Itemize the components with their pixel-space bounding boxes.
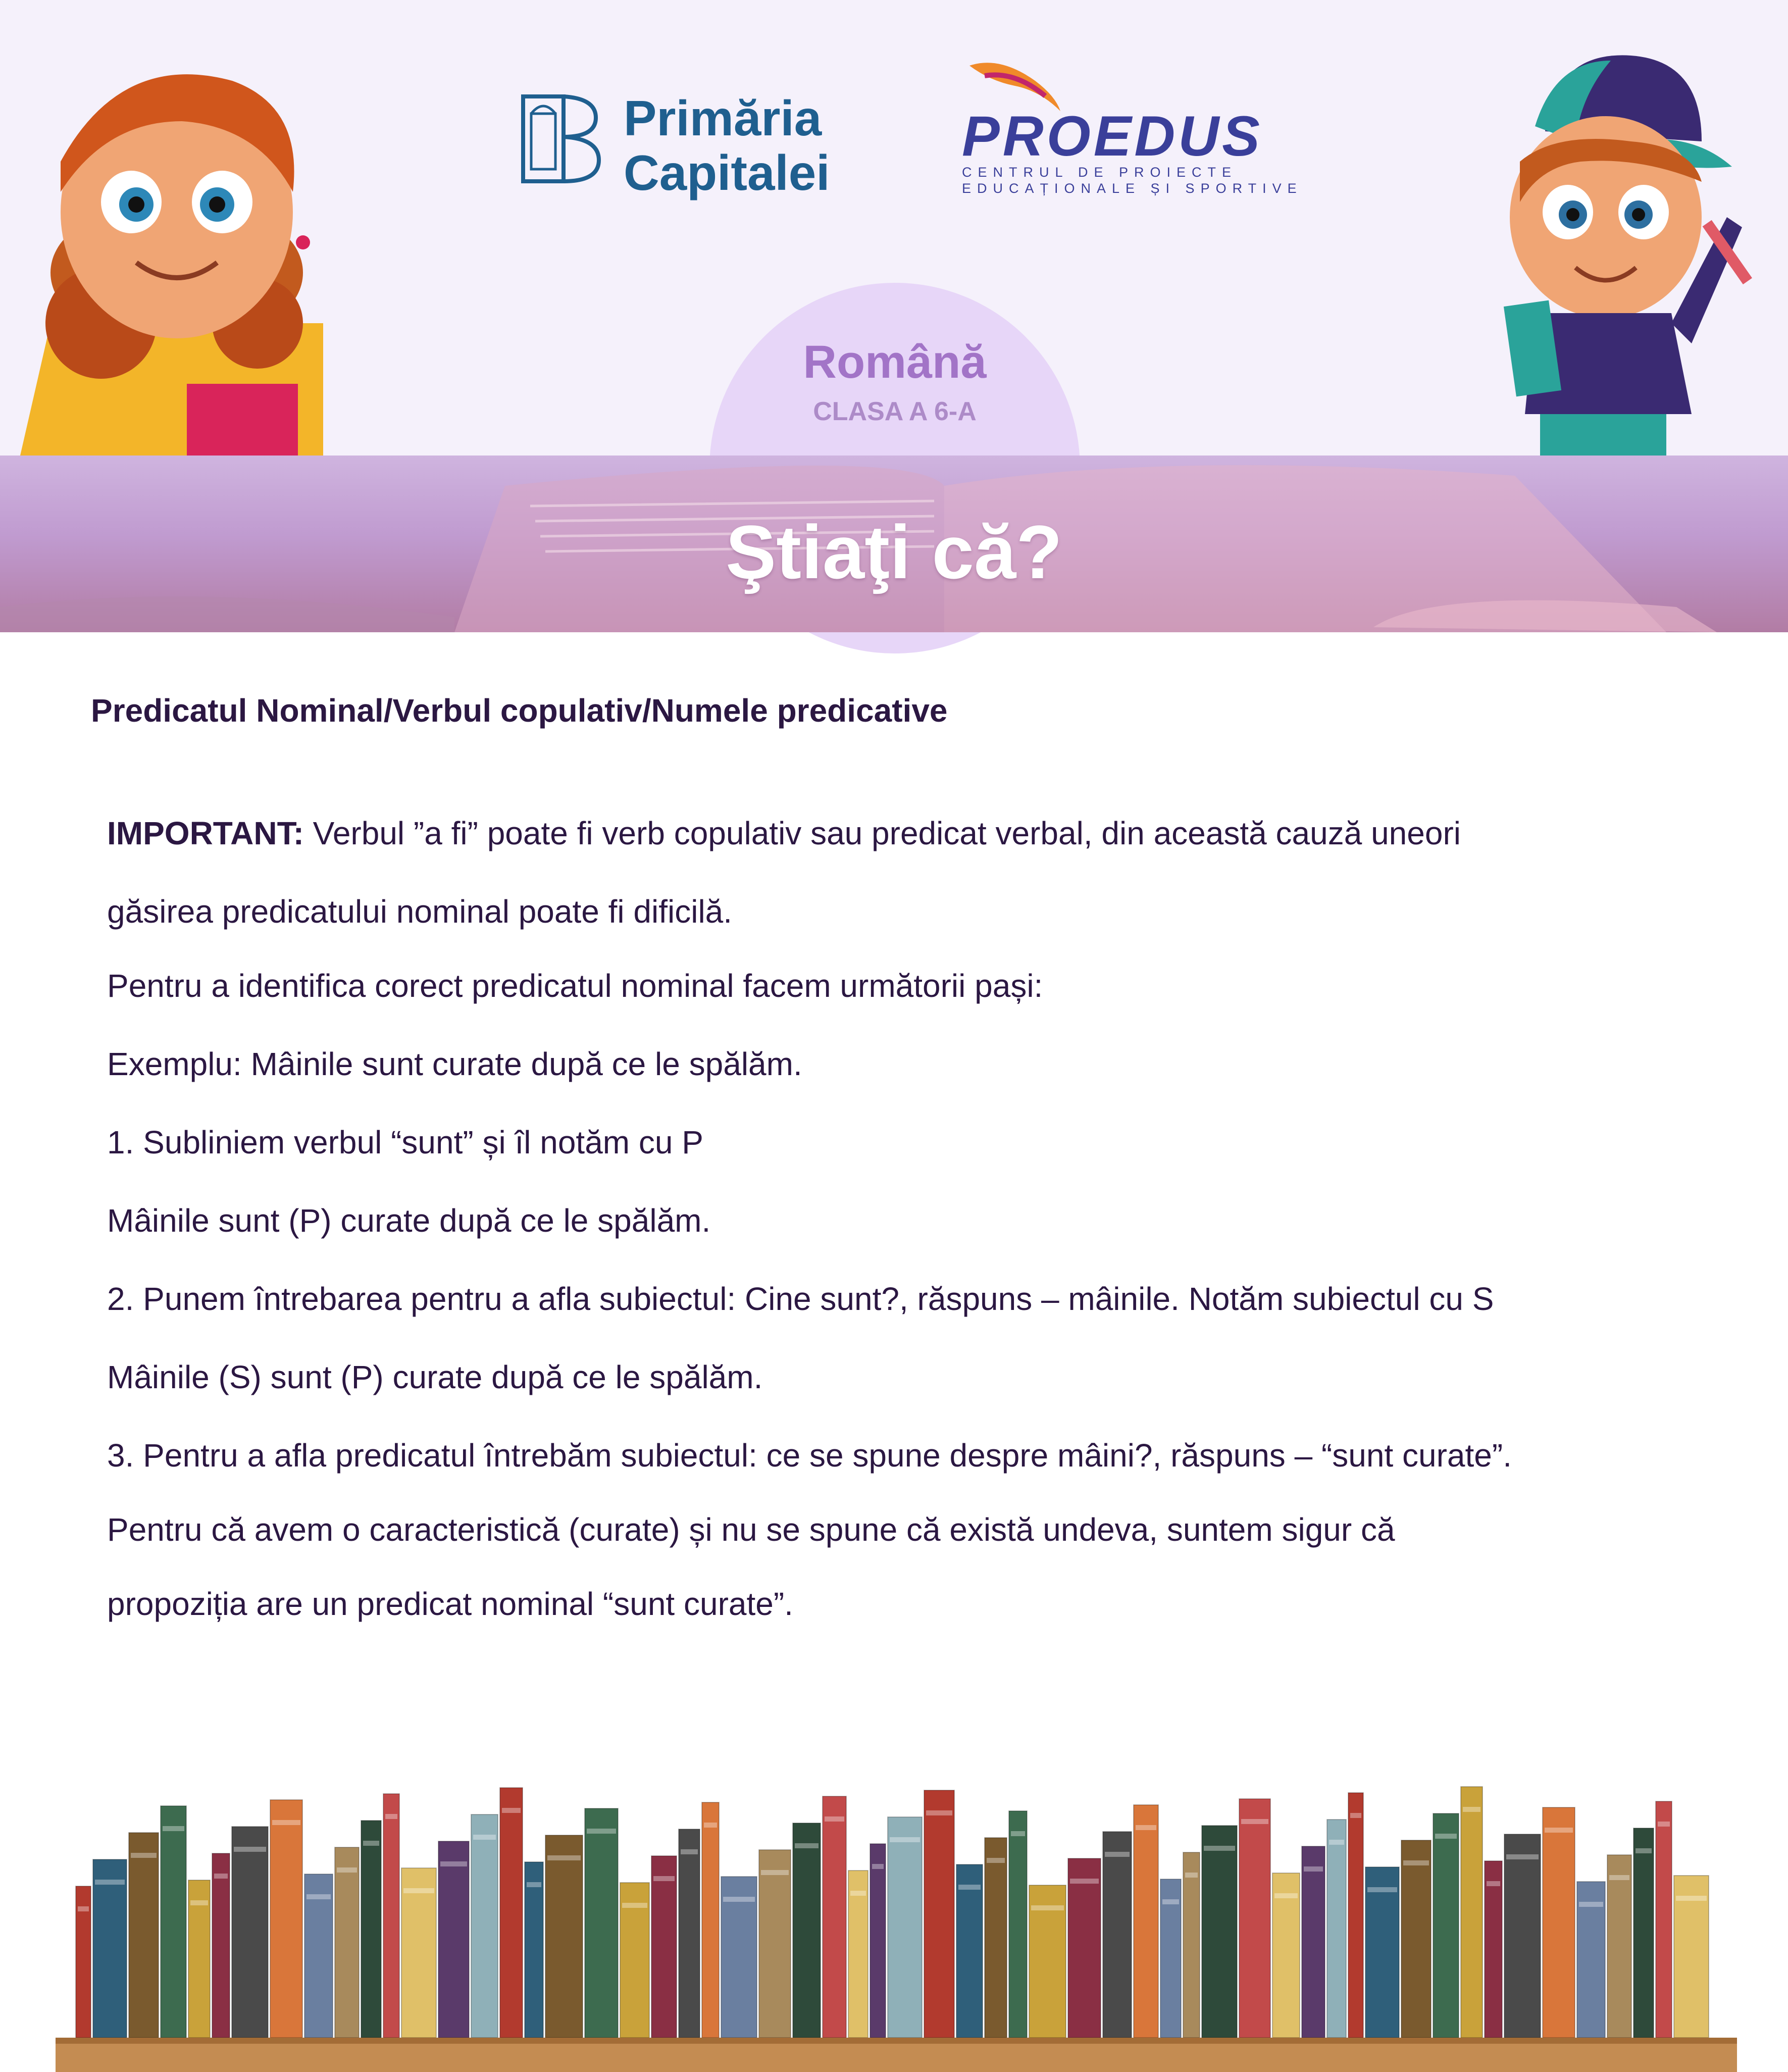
bookshelf-icon — [0, 1757, 1788, 2072]
book-spine-band — [131, 1853, 157, 1858]
book-spine — [1401, 1840, 1431, 2038]
book-spine-band — [337, 1867, 357, 1873]
book-spine — [545, 1835, 583, 2038]
book-spine — [500, 1788, 523, 2038]
book-spine-band — [403, 1888, 434, 1893]
subject-title: Română — [803, 336, 987, 388]
book-spine — [1461, 1787, 1483, 2038]
book-spine — [1302, 1846, 1325, 2038]
book-spine-band — [527, 1882, 541, 1887]
book-spine-band — [1070, 1879, 1099, 1884]
primaria-capitalei-logo-icon — [520, 93, 601, 184]
page-header — [0, 0, 1788, 456]
book-spine — [679, 1829, 700, 2038]
text-line-1 — [107, 804, 1698, 882]
book-spine — [1068, 1858, 1101, 2038]
book-spine — [823, 1796, 846, 2038]
book-spine-band — [587, 1829, 616, 1834]
title-banner — [0, 456, 1788, 632]
book-spine-band — [1676, 1896, 1707, 1901]
book-spine — [651, 1856, 677, 2038]
book-spine — [361, 1821, 381, 2038]
book-spine-band — [1658, 1822, 1670, 1827]
proedus-subtitle-line-1: CENTRUL DE PROIECTE — [962, 165, 1238, 180]
proedus-name: PROEDUS — [962, 105, 1263, 168]
book-spine — [1009, 1811, 1027, 2038]
book-spine-band — [653, 1876, 675, 1881]
book-spine — [129, 1833, 159, 2038]
book-spine — [212, 1853, 230, 2038]
girl-character-icon — [20, 61, 333, 456]
book-spine-band — [547, 1855, 581, 1860]
book-spine — [1607, 1855, 1631, 2038]
book-spine — [270, 1800, 302, 2038]
book-spine-band — [926, 1810, 952, 1815]
book-spine-band — [681, 1849, 698, 1854]
book-spine-band — [1506, 1854, 1539, 1859]
book-spine-band — [306, 1894, 331, 1899]
logo-line-1: Primăria — [624, 90, 822, 146]
proedus-subtitle — [962, 164, 1303, 196]
book-spine — [1656, 1801, 1672, 2038]
book-spine-band — [1435, 1834, 1457, 1839]
book-spine — [870, 1844, 886, 2038]
book-spine — [161, 1806, 186, 2038]
text-line-3: Pentru a identifica corect predicatul nominal facem următorii pași: — [107, 968, 1043, 1004]
book-spine — [1202, 1826, 1237, 2038]
book-spine-band — [163, 1826, 184, 1831]
text-line-4: Exemplu: Mâinile sunt curate după ce le spălăm. — [107, 1046, 802, 1082]
book-spine-band — [234, 1847, 266, 1852]
book-spine — [1134, 1805, 1158, 2038]
book-spine — [93, 1859, 127, 2038]
book-spine — [1543, 1807, 1575, 2038]
book-spine-band — [1350, 1813, 1361, 1818]
book-spine — [1348, 1793, 1363, 2038]
book-spine — [525, 1862, 543, 2038]
lesson-heading: Predicatul Nominal/Verbul copulativ/Numele predicative — [91, 692, 948, 729]
book-spine — [335, 1847, 359, 2038]
book-spine — [438, 1841, 469, 2038]
book-spine — [924, 1790, 954, 2038]
book-spine-band — [1329, 1840, 1344, 1845]
book-spine-band — [78, 1906, 89, 1911]
book-spine-band — [1609, 1875, 1629, 1880]
book-spine-band — [1403, 1860, 1429, 1865]
book-spine — [759, 1850, 791, 2038]
book-spine-band — [958, 1885, 981, 1890]
book-spine — [1365, 1867, 1399, 2038]
book-spine-band — [385, 1814, 397, 1819]
book-spine — [1433, 1813, 1459, 2038]
book-spine-band — [1487, 1881, 1500, 1886]
book-spine — [702, 1802, 719, 2038]
book-spine-band — [1463, 1807, 1480, 1812]
book-spine-band — [1031, 1905, 1064, 1910]
text-line-8: Mâinile (S) sunt (P) curate după ce le spălăm. — [107, 1359, 763, 1395]
book-spine-band — [1105, 1852, 1130, 1857]
book-spine — [1504, 1834, 1541, 2038]
book-spine-band — [95, 1880, 125, 1885]
book-spine-band — [825, 1816, 844, 1822]
book-spine-band — [850, 1891, 866, 1896]
book-spine-band — [1636, 1848, 1652, 1853]
text-line-6: Mâinile sunt (P) curate după ce le spălăm. — [107, 1202, 711, 1239]
book-spine-band — [704, 1823, 717, 1828]
grade-label: CLASA A 6-A — [813, 397, 977, 426]
book-spine — [585, 1808, 618, 2038]
text-line-7: 2. Punem întrebarea pentru a afla subiectul: Cine sunt?, răspuns – mâinile. Notăm subiectul cu S — [107, 1281, 1494, 1317]
logo-line-2: Capitalei — [624, 145, 830, 200]
book-spine-band — [723, 1897, 755, 1902]
book-spine-band — [363, 1841, 379, 1846]
book-spine-band — [795, 1843, 819, 1848]
book-spine — [793, 1823, 821, 2038]
book-spine-band — [1579, 1902, 1603, 1907]
book-spine — [1485, 1861, 1502, 2038]
book-spine — [985, 1838, 1007, 2038]
book-spine-band — [761, 1870, 789, 1875]
text-line-11: propoziția are un predicat nominal “sunt curate”. — [107, 1586, 793, 1622]
shelf-board-edge — [56, 2038, 1737, 2044]
book-spine — [888, 1817, 922, 2038]
book-spine — [383, 1794, 399, 2038]
book-spine-band — [1241, 1819, 1268, 1824]
text-line-1-body: Verbul ”a fi” poate fi verb copulativ sau predicat verbal, din această cauză uneori — [313, 815, 1461, 851]
book-spine-band — [440, 1861, 467, 1866]
book-spine-band — [622, 1903, 647, 1908]
book-spine-band — [1367, 1887, 1397, 1892]
book-spine-band — [1304, 1866, 1323, 1872]
book-spine — [956, 1864, 983, 2038]
book-spine — [401, 1868, 436, 2038]
book-spine — [471, 1814, 498, 2038]
book-spine — [1633, 1828, 1654, 2038]
book-spine-band — [1011, 1831, 1025, 1836]
book-spine-band — [272, 1820, 300, 1825]
text-line-9: 3. Pentru a afla predicatul întrebăm subiectul: ce se spune despre mâini?, răspuns – “sunt curate”. — [107, 1437, 1512, 1474]
book-spine-band — [214, 1874, 228, 1879]
proedus-subtitle-line-2: EDUCAȚIONALE ȘI SPORTIVE — [962, 181, 1303, 196]
book-spine-band — [1162, 1899, 1179, 1904]
book-spine-band — [1274, 1893, 1298, 1898]
book-spine-band — [1545, 1828, 1573, 1833]
primaria-capitalei-logo — [624, 91, 830, 200]
book-spine-band — [987, 1858, 1005, 1863]
banner-title: Ştiaţi că? — [726, 510, 1062, 594]
book-spine — [1239, 1799, 1270, 2038]
book-spine — [1327, 1820, 1346, 2038]
book-spine-band — [1185, 1873, 1198, 1878]
book-spine-band — [1136, 1825, 1156, 1830]
book-spine-band — [502, 1808, 521, 1813]
book-spine-band — [190, 1900, 208, 1905]
book-spine-band — [872, 1864, 884, 1869]
text-line-5: 1. Subliniem verbul “sunt” și îl notăm cu P — [107, 1124, 703, 1160]
lesson-body — [107, 804, 1698, 1653]
book-spine-band — [1204, 1846, 1235, 1851]
book-spine — [232, 1827, 268, 2038]
boy-character-icon — [1479, 50, 1762, 456]
important-label: IMPORTANT: — [107, 815, 304, 851]
book-spine — [1103, 1832, 1132, 2038]
text-line-2: găsirea predicatului nominal poate fi dificilă. — [107, 893, 733, 930]
book-spine-band — [473, 1835, 496, 1840]
book-spine-band — [890, 1837, 920, 1842]
book-spine — [1183, 1852, 1200, 2038]
text-line-10: Pentru că avem o caracteristică (curate) și nu se spune că există undeva, suntem sigur că — [107, 1511, 1395, 1548]
